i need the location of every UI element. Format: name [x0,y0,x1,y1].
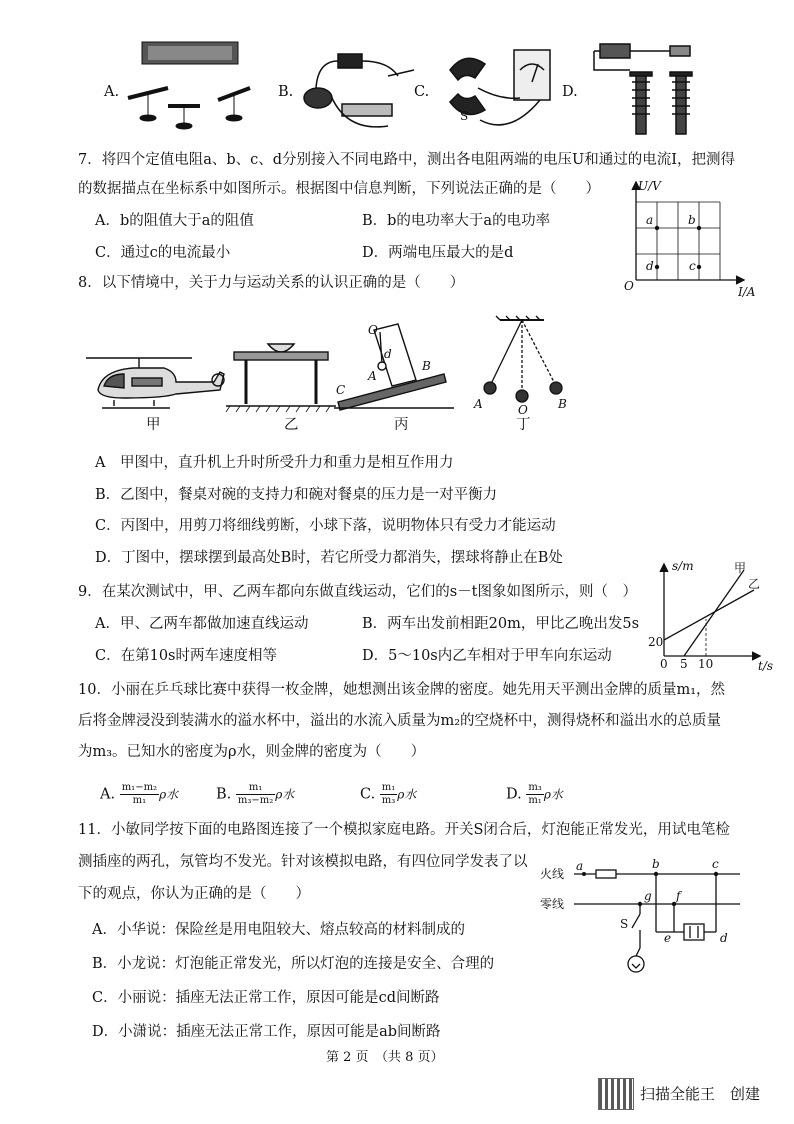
point-d [655,265,659,269]
q10-option-c: C. $\frac{\text{m₁}}{\text{m₃}}$ ρ水 [360,782,417,806]
q7-label-c: c [689,259,696,273]
node-b: b [652,857,660,871]
incline-figure [334,320,454,410]
switch-label: S [620,917,629,931]
caption-bing: 丙 [394,417,409,433]
q11-option-a: A．小华说：保险丝是用电阻较大、熔点较高的材料制成的 [92,922,465,938]
q9-x-axis-label: t/s [758,659,774,673]
node-g: g [644,889,652,903]
induction-figure [430,40,550,140]
socket [684,924,704,940]
live-wire-label: 火线 [540,867,565,881]
q10-opt-key: C. [360,786,376,803]
page-number: 第 2 页 （共 8 页） [326,1050,444,1065]
caption-ding: 丁 [516,417,531,433]
node-e: e [664,931,672,945]
q11-stem-line3: 下的观点，你认为正确的是（ ） [78,886,310,902]
lamp-bulb [628,956,644,972]
q8-option-d: D．丁图中，摆球摆到最高处B时，若它所受力都消失，摆球将静止在B处 [95,550,563,566]
q7-origin-label: O [624,279,634,293]
q9-option-c: C．在第10s时两车速度相等 [95,648,277,664]
q6-option-a: A. [104,84,120,100]
magnet-compass-figure [100,38,270,128]
point-a [655,226,659,230]
q7-y-axis-label: U/V [638,179,661,193]
q11-option-b: B．小龙说：灯泡能正常发光，所以灯泡的连接是安全、合理的 [92,956,495,972]
q11-stem-line1: 11．小敏同学按下面的电路图连接了一个模拟家庭电路。开关S闭合后，灯泡能正常发光，用试电笔检 [78,822,730,838]
electromagnet-figure [590,40,710,140]
series-jia-line [684,570,744,656]
q9-st-graph [648,559,774,673]
q8-option-a: A 甲图中，直升机上升时所受升力和重力是相互作用力 [95,455,454,471]
q10-opt-fraction: $\frac{\text{m₁−m₂}}{\text{m₁}}$ [121,782,158,806]
node-c: c [712,857,719,871]
incline-label-b: B [422,359,431,373]
incline-label-d: d [384,347,392,361]
q6-option-c: C. [414,84,430,100]
pendulum-label-o: O [518,403,528,417]
pendulum-figure [470,316,580,416]
q9-stem: 9．在某次测试中，甲、乙两车都向东做直线运动，它们的s－t图象如图所示，则（ ） [78,584,637,600]
motor-circuit-figure [288,48,418,138]
q10-opt-fraction: $\frac{\text{m₃}}{\text{m₁}}$ [528,782,542,806]
q7-stem-line1: 7．将四个定值电阻a、b、c、d分别接入不同电路中，测出各电阻两端的电压U和通过的电流I，把测得 [78,152,735,168]
q10-opt-key: B. [216,786,232,803]
q7-stem-line2: 的数据描点在坐标系中如图所示。根据图中信息判断，下列说法正确的是（ ） [78,181,600,197]
fuse [596,870,616,878]
point-c [697,265,701,269]
point-b [697,226,701,230]
household-circuit-diagram [540,858,750,998]
q10-opt-fraction: $\frac{\text{m₁}}{\text{m₃}}$ [381,782,396,806]
neutral-wire-label: 零线 [540,897,565,911]
pendulum-label-a: A [474,397,483,411]
q7-x-axis-label: I/A [738,285,756,299]
q9-option-d: D．5～10s内乙车相对于甲车向东运动 [362,648,612,664]
q10-stem-line2: 后将金牌浸没到装满水的溢水杯中，溢出的水流入质量为m₂的空烧杯中，测得烧杯和溢出水的总质量 [78,713,722,729]
q9-y-axis-label: s/m [672,559,694,573]
q7-label-d: d [646,259,654,273]
table-bowl-figure [226,332,336,414]
q10-opt-key: A. [100,786,116,803]
q8-option-b: B．乙图中，餐桌对碗的支持力和碗对餐桌的压力是一对平衡力 [95,487,498,503]
q9-x-tick-5: 5 [680,657,688,671]
q9-option-a: A．甲、乙两车都做加速直线运动 [95,616,309,632]
q6-option-b: B. [278,84,294,100]
incline-label-o: O [368,323,378,337]
q10-stem-line1: 10．小丽在乒乓球比赛中获得一枚金牌，她想测出该金牌的密度。她先用天平测出金牌的质量m₁，然 [78,682,726,698]
incline-label-c: C [336,383,346,397]
q9-x-tick-10: 10 [698,657,714,671]
q9-y-tick-20: 20 [648,635,664,649]
q7-option-b: B．b的电功率大于a的电功率 [362,213,551,229]
node-f: f [676,889,681,903]
q11-stem-line2: 测插座的两孔，氖管均不发光。针对该模拟电路，有四位同学发表了以 [78,854,528,870]
q7-ui-graph [618,176,758,298]
q11-option-c: C．小丽说：插座无法正常工作，原因可能是cd间断路 [92,990,440,1006]
q6-option-d: D. [562,84,578,100]
pendulum-label-b: B [558,397,567,411]
q11-option-d: D．小潇说：插座无法正常工作，原因可能是ab间断路 [92,1024,441,1040]
q10-option-a: A. $\frac{\text{m₁−m₂}}{\text{m₁}}$ ρ水 [100,782,179,806]
switch-s [632,914,640,928]
series-yi-line [664,590,754,640]
q7-option-d: D．两端电压最大的是d [362,245,514,261]
node-d: d [720,931,728,945]
caption-jia: 甲 [146,417,161,433]
q8-stem: 8．以下情境中，关于力与运动关系的认识正确的是（ ） [78,275,465,291]
incline-label-a: A [368,369,377,383]
q10-option-b: B. $\frac{\text{m₁}}{\text{m₃−m₂}}$ ρ水 [216,782,295,806]
q9-series-yi: 乙 [748,577,761,591]
q9-x-tick-0: 0 [660,657,668,671]
caption-yi: 乙 [284,417,299,433]
magnet-s-label: S [460,109,469,123]
q9-series-jia: 甲 [734,561,747,575]
q10-stem-line3: 为m₃。已知水的密度为ρ水，则金牌的密度为（ ） [78,744,426,760]
node-a: a [576,859,584,873]
q7-option-a: A．b的阻值大于a的阻值 [95,213,254,229]
qr-code-icon [598,1078,634,1110]
q7-label-a: a [646,213,654,227]
q7-label-b: b [688,213,696,227]
q10-opt-fraction: $\frac{\text{m₁}}{\text{m₃−m₂}}$ [237,782,274,806]
q7-option-c: C．通过c的电流最小 [95,245,231,261]
q10-option-d: D. $\frac{\text{m₃}}{\text{m₁}}$ ρ水 [506,782,563,806]
scanner-brand-text: 扫描全能王 创建 [640,1085,761,1103]
q10-opt-key: D. [506,786,522,803]
q9-option-b: B．两车出发前相距20m，甲比乙晚出发5s [362,616,640,632]
q8-option-c: C．丙图中，用剪刀将细线剪断，小球下落，说明物体只有受力才能运动 [95,518,556,534]
